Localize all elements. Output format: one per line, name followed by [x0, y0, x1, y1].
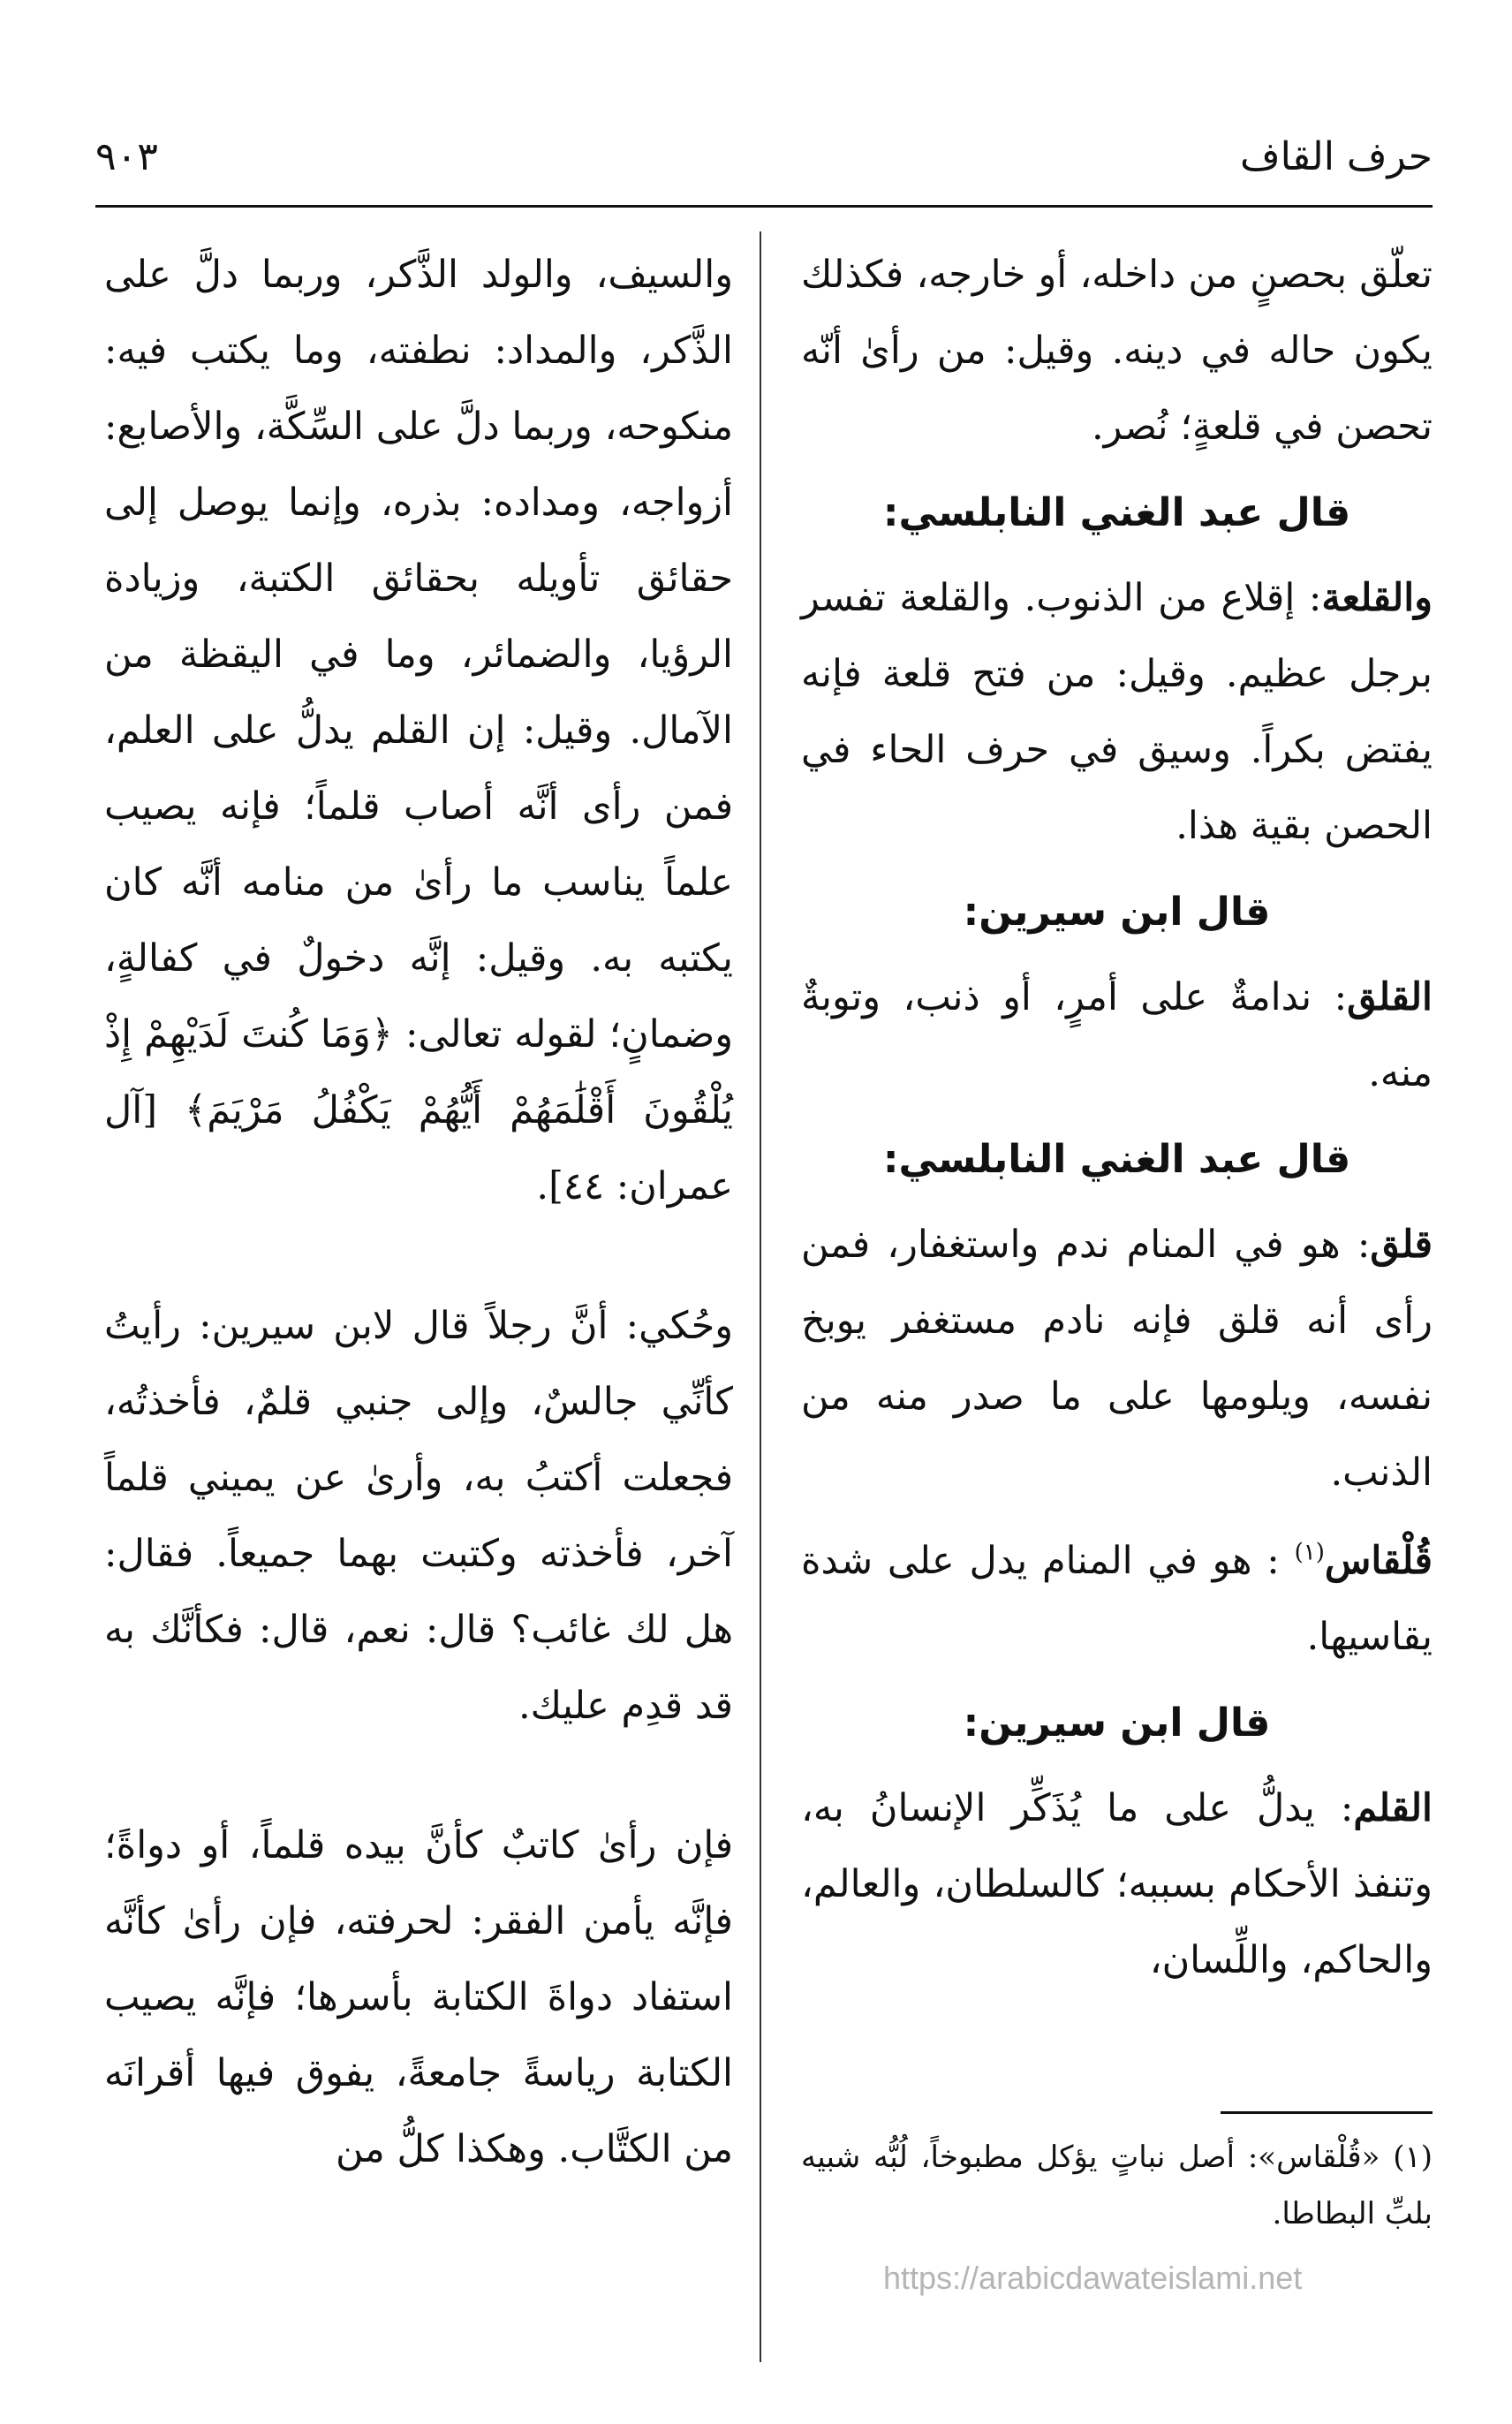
- paragraph: [801, 959, 1433, 1111]
- entry-term: قلق: [1370, 1223, 1433, 1267]
- entry-text: : إقلاع من الذنوب. والقلعة تفسر برجل عظيم. وقيل: من فتح قلعة فإنه يفتض بكراً. وسيق في حرف الحاء في الحصن بقية هذا.: [801, 576, 1433, 848]
- entry-text: : هو في المنام ندم واستغفار، فمن رأى أنه قلق فإنه نادم مستغفر يوبخ نفسه، ويلومها على ما صدر منه من الذنب.: [801, 1223, 1433, 1495]
- paragraph: [801, 1523, 1433, 1675]
- footnote-rule: [1221, 2111, 1433, 2114]
- entry-term: قُلْقاس: [1324, 1539, 1433, 1583]
- entry-term: والقلعة: [1321, 576, 1433, 620]
- entry-term: القلم: [1353, 1786, 1433, 1830]
- header-rule: [95, 205, 1433, 208]
- paragraph: تعلّق بحصنٍ من داخله، أو خارجه، فكذلك يكون حاله في دينه. وقيل: من رأىٰ أنّه تحصن في قلعةٍ؛ نُصر.: [801, 253, 1433, 449]
- footnote-ref[interactable]: (١): [1294, 1539, 1325, 1566]
- footnote: (١) «قُلْقاس»: أصل نباتٍ يؤكل مطبوخاً، لُبُّه شبيه بلبِّ البطاطا.: [801, 2140, 1433, 2231]
- section-heading: قال عبد الغني النابلسي:: [882, 1137, 1351, 1182]
- right-column: [801, 237, 1433, 1998]
- paragraph: [801, 560, 1433, 864]
- paragraph: فإن رأىٰ كاتبٌ كأنَّ بيده قلماً، أو دواةً؛ فإنَّه يأمن الفقر: لحرفته، فإن رأىٰ كأنَّه استفاد دواةَ الكتابة بأسرها؛ فإنَّه يصيب الكتابة رياسةً جامعةً، يفوق فيها أقرانَه من الكتَّاب. وهكذا كلُّ من: [104, 1823, 733, 2171]
- left-column: [104, 237, 733, 2187]
- section-heading: قال عبد الغني النابلسي:: [882, 490, 1351, 535]
- paragraph: [801, 1770, 1433, 1998]
- paragraph: [801, 1207, 1433, 1511]
- watermark-url: https://arabicdawateislami.net: [883, 2260, 1303, 2296]
- entry-text: : ندامةٌ على أمرٍ، أو ذنب، وتوبةٌ منه.: [801, 975, 1433, 1095]
- section-heading: قال ابن سيرين:: [963, 1701, 1271, 1746]
- section-heading: قال ابن سيرين:: [963, 890, 1271, 935]
- entry-text: : يدلُّ على ما يُذَكِّر الإنسانُ به، وتنفذ الأحكام بسببه؛ كالسلطان، والعالم، والحاكم، واللِّسان،: [801, 1786, 1433, 1982]
- page-number: ٩٠٣: [95, 134, 158, 179]
- entry-term: القلق: [1347, 975, 1433, 1019]
- column-divider: [760, 231, 761, 2362]
- running-title: حرف القاف: [1240, 134, 1433, 179]
- entry-text: : هو في المنام يدل على شدة يقاسيها.: [801, 1539, 1433, 1659]
- paragraph: والسيف، والولد الذَّكر، وربما دلَّ على الذَّكر، والمداد: نطفته، وما يكتب فيه: منكوحه، وربما دلَّ على السِّكَّة، والأصابع: أزواجه، ومداده: بذره، وإنما يوصل إلى حقائق تأويله بحقائق الكتبة، وزيادة الرؤيا، والضمائر، وما في اليقظة من الآمال. وقيل: إن القلم يدلُّ على العلم، فمن رأى أنَّه أصاب قلماً؛ فإنه يصيب علماً يناسب ما رأىٰ من منامه أنَّه كان يكتبه به. وقيل: إنَّه دخولٌ في كفالةٍ، وضمانٍ؛ لقوله تعالى: ﴿وَمَا كُنتَ لَدَيْهِمْ إِذْ يُلْقُونَ أَقْلَٰمَهُمْ أَيُّهُمْ يَكْفُلُ مَرْيَمَ﴾ [آل عمران: ٤٤].: [104, 253, 733, 1208]
- paragraph: وحُكي: أنَّ رجلاً قال لابن سيرين: رأيتُ كأنِّي جالسٌ، وإلى جنبي قلمٌ، فأخذتُه، فجعلت أكتبُ به، وأرىٰ عن يميني قلماً آخر، فأخذته وكتبت بهما جميعاً. فقال: هل لك غائب؟ قال: نعم، قال: فكأنَّك به قد قدِم عليك.: [104, 1304, 733, 1728]
